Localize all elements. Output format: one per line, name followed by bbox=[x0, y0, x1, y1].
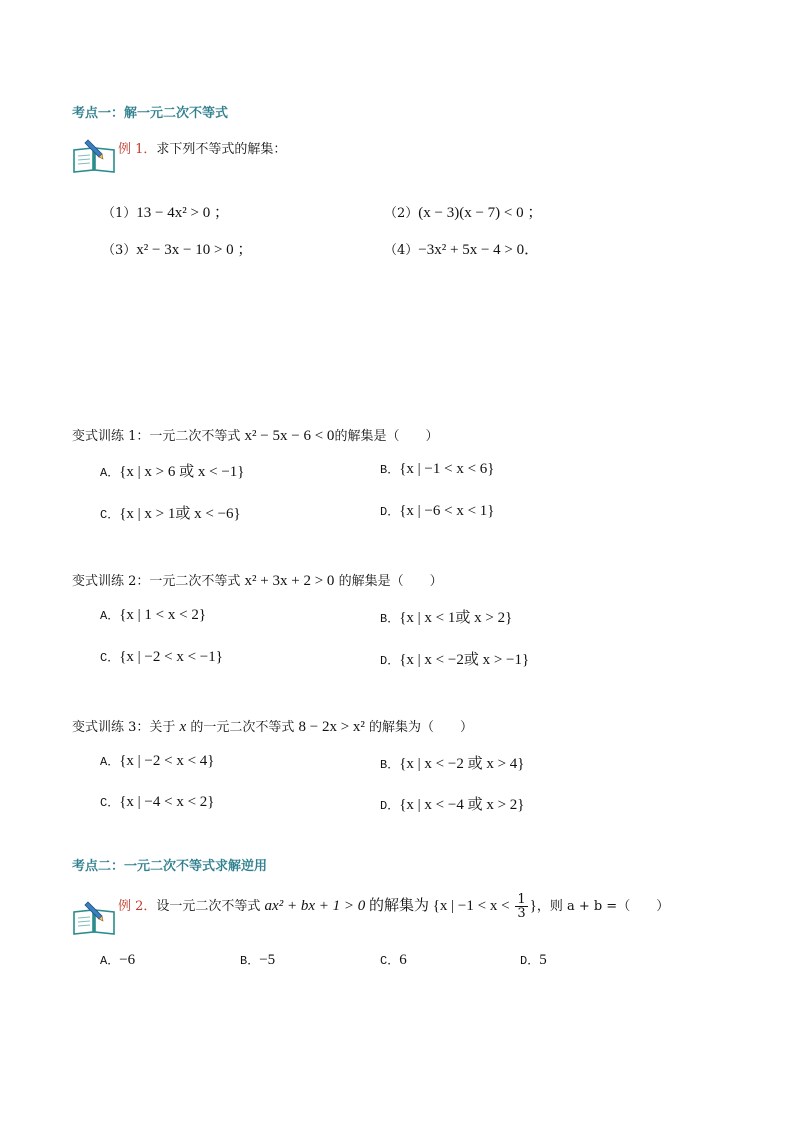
item-expression: 13 − 4x² > 0 ； bbox=[136, 205, 229, 221]
drill-1-option-b[interactable] bbox=[380, 460, 494, 478]
example-2-option-a[interactable] bbox=[100, 951, 135, 969]
example-2-option-c[interactable] bbox=[380, 951, 407, 969]
drill-2-option-b[interactable] bbox=[380, 606, 512, 627]
option-text: {x | x < −2或 x > −1} bbox=[399, 652, 530, 668]
option-text: 6 bbox=[399, 952, 407, 968]
drill-1-stem bbox=[72, 425, 438, 445]
option-letter: C． bbox=[100, 651, 120, 665]
option-letter: A． bbox=[100, 466, 120, 480]
example-2-option-d[interactable] bbox=[520, 951, 547, 969]
option-text: {x | x < −2 或 x > 4} bbox=[399, 756, 525, 772]
option-text: {x | 1 < x < 2} bbox=[119, 607, 207, 623]
option-text: 5 bbox=[539, 952, 547, 968]
item-number: （4） bbox=[384, 243, 419, 258]
drill-3-option-d[interactable] bbox=[380, 793, 524, 814]
drill-1-option-d[interactable] bbox=[380, 502, 494, 520]
drill-2-stem bbox=[72, 570, 443, 590]
stem-text: 的解集为（ ） bbox=[364, 720, 474, 735]
stem-text: 的解集是（ ） bbox=[334, 429, 439, 444]
option-letter: A． bbox=[100, 609, 120, 623]
example-1-item-3 bbox=[102, 238, 252, 259]
stem-text: 变式训练 2：一元二次不等式 bbox=[72, 574, 245, 589]
fraction-one-third bbox=[515, 893, 527, 920]
stem-text: } bbox=[529, 898, 537, 914]
option-text: {x | −2 < x < −1} bbox=[119, 649, 223, 665]
option-letter: D． bbox=[380, 654, 400, 668]
stem-text: 的解集为 {x | −1 < x < bbox=[365, 898, 514, 914]
item-expression: (x − 3)(x − 7) < 0 ； bbox=[418, 205, 543, 221]
stem-text: 变式训练 1：一元二次不等式 bbox=[72, 429, 245, 444]
option-text: −5 bbox=[259, 952, 276, 968]
option-text: {x | x > 1或 x < −6} bbox=[119, 506, 241, 522]
fraction-denominator: 3 bbox=[517, 906, 526, 921]
option-text: {x | x > 6 或 x < −1} bbox=[119, 464, 245, 480]
option-letter: A． bbox=[100, 755, 120, 769]
stem-expression: 8 − 2x > x² bbox=[298, 719, 365, 735]
example-2-label: 例 2． bbox=[118, 899, 157, 914]
example-1-item-1 bbox=[102, 201, 229, 222]
option-text: {x | −4 < x < 2} bbox=[119, 794, 215, 810]
option-text: {x | x < 1或 x > 2} bbox=[399, 610, 513, 626]
drill-2-option-a[interactable] bbox=[100, 606, 206, 624]
example-1-label: 例 1． bbox=[118, 142, 157, 157]
option-letter: B． bbox=[380, 612, 400, 626]
stem-text: ，则 a + b =（ ） bbox=[536, 899, 670, 914]
drill-3-option-b[interactable] bbox=[380, 752, 524, 773]
example-2-stem bbox=[118, 893, 669, 920]
drill-3-stem bbox=[72, 716, 473, 736]
option-letter: B． bbox=[380, 463, 400, 477]
option-letter: B． bbox=[380, 758, 400, 772]
option-text: {x | −6 < x < 1} bbox=[399, 503, 495, 519]
item-expression: −3x² + 5x − 4 > 0． bbox=[418, 242, 540, 258]
stem-text: 设一元二次不等式 bbox=[156, 899, 265, 914]
section-title-1: 考点一：解一元二次不等式 bbox=[72, 106, 229, 121]
example-1-item-2 bbox=[384, 201, 542, 222]
drill-3-option-a[interactable] bbox=[100, 752, 214, 770]
item-number: （1） bbox=[102, 206, 137, 221]
option-letter: C． bbox=[100, 508, 120, 522]
drill-2-option-d[interactable] bbox=[380, 648, 529, 669]
option-letter: B． bbox=[240, 954, 260, 968]
fraction-numerator: 1 bbox=[517, 892, 526, 907]
option-text: {x | x < −4 或 x > 2} bbox=[399, 797, 525, 813]
stem-text: 的解集是（ ） bbox=[334, 574, 443, 589]
option-letter: C． bbox=[380, 954, 400, 968]
drill-1-option-c[interactable] bbox=[100, 502, 241, 523]
option-text: {x | −2 < x < 4} bbox=[119, 753, 215, 769]
stem-expression: x² + 3x + 2 > 0 bbox=[244, 573, 335, 589]
example-1-prompt: 求下列不等式的解集： bbox=[156, 142, 287, 157]
example-1-item-4 bbox=[384, 238, 539, 259]
example-2-option-b[interactable] bbox=[240, 951, 275, 969]
item-number: （3） bbox=[102, 243, 137, 258]
drill-2-option-c[interactable] bbox=[100, 648, 223, 666]
stem-text: 的一元二次不等式 bbox=[186, 720, 299, 735]
option-letter: C． bbox=[100, 796, 120, 810]
item-number: （2） bbox=[384, 206, 419, 221]
drill-1-option-a[interactable] bbox=[100, 460, 244, 481]
option-text: {x | −1 < x < 6} bbox=[399, 461, 495, 477]
section-title-2: 考点二：一元二次不等式求解逆用 bbox=[72, 859, 268, 874]
stem-expression: x² − 5x − 6 < 0 bbox=[244, 428, 335, 444]
stem-expression: ax² + bx + 1 > 0 bbox=[264, 898, 366, 914]
stem-variable: x bbox=[179, 719, 187, 735]
option-letter: D． bbox=[380, 799, 400, 813]
drill-3-option-c[interactable] bbox=[100, 793, 214, 811]
item-expression: x² − 3x − 10 > 0 ； bbox=[136, 242, 253, 258]
book-pencil-icon bbox=[72, 900, 116, 936]
option-letter: A． bbox=[100, 954, 120, 968]
option-letter: D． bbox=[380, 505, 400, 519]
option-text: −6 bbox=[119, 952, 136, 968]
option-letter: D． bbox=[520, 954, 540, 968]
example-1-stem bbox=[118, 138, 286, 157]
stem-text: 变式训练 3：关于 bbox=[72, 720, 180, 735]
book-pencil-icon bbox=[72, 138, 116, 174]
